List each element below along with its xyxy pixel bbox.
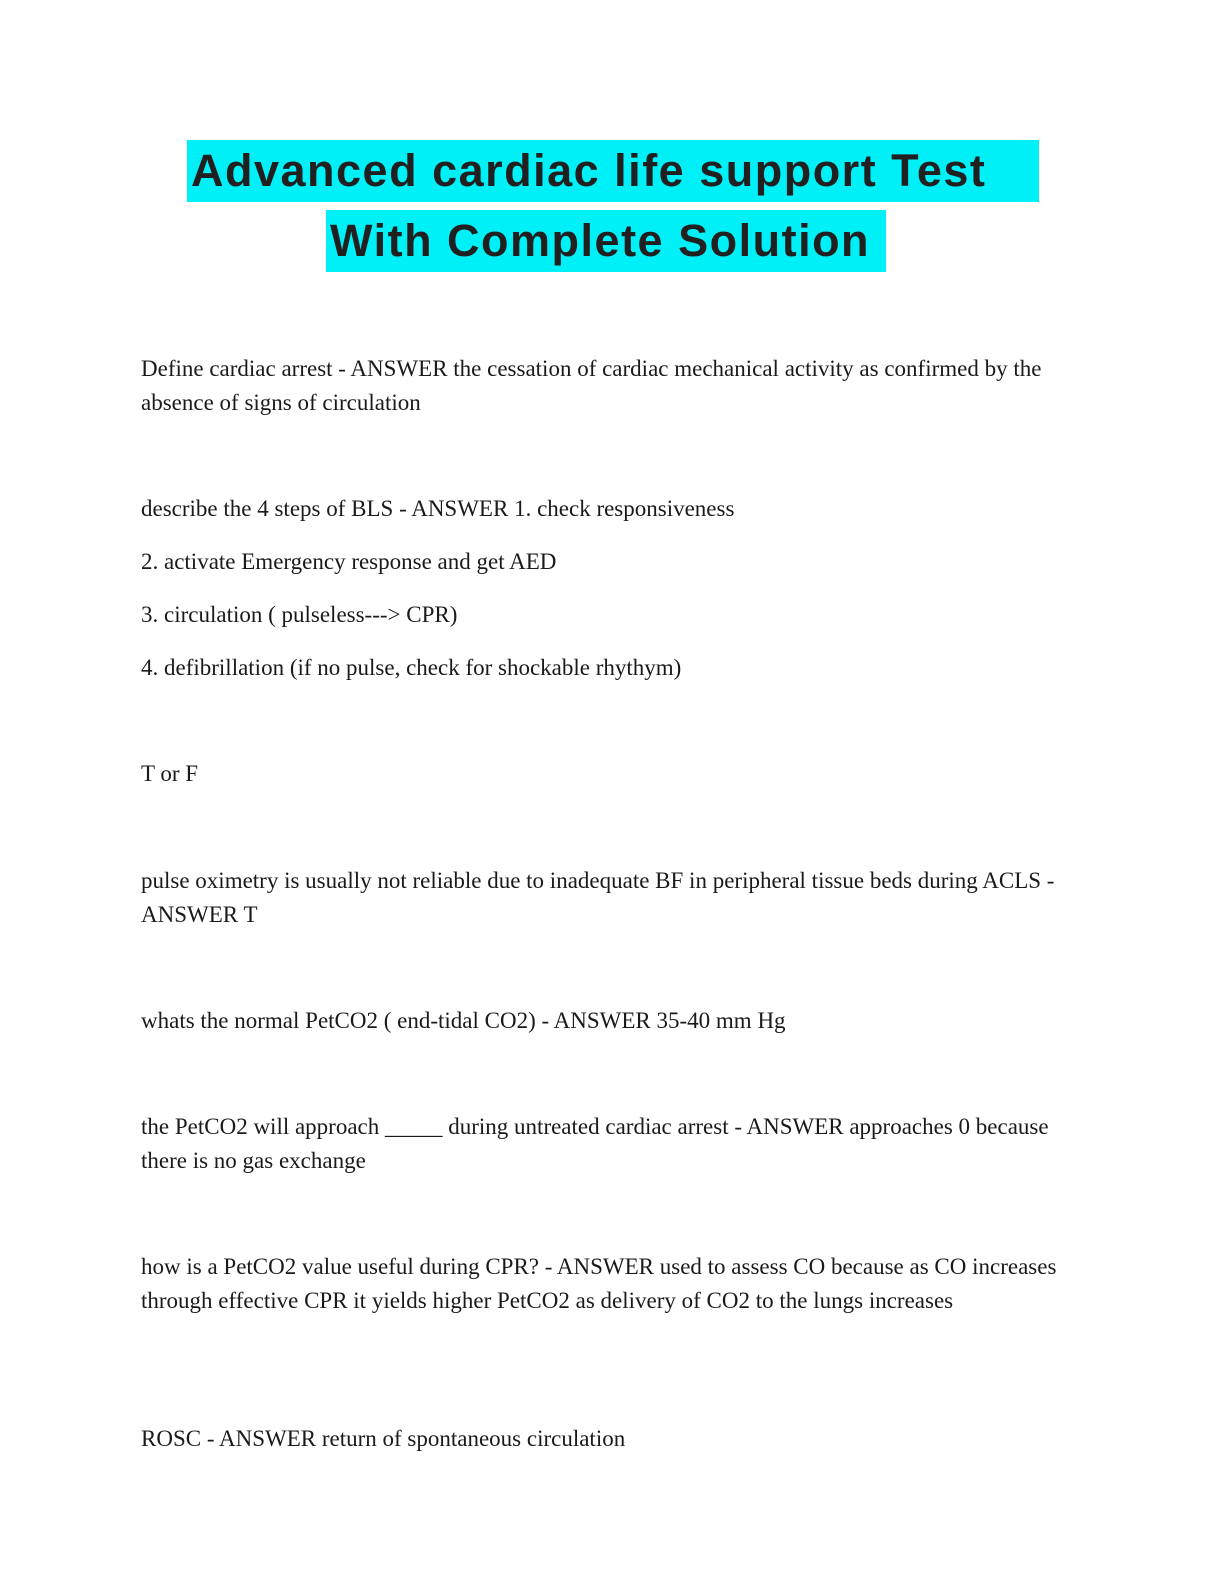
- qa-petco2-cpr: how is a PetCO2 value useful during CPR? - ANSWER used to assess CO because as CO increases through effective CPR it yields higher PetCO2 as delivery of CO2 to the lungs increases: [141, 1254, 1057, 1313]
- bls-step-2: 2. activate Emergency response and get AED: [141, 549, 557, 574]
- qa-rosc: ROSC - ANSWER return of spontaneous circulation: [141, 1426, 626, 1451]
- qa-bls-steps: describe the 4 steps of BLS - ANSWER 1. check responsiveness: [141, 496, 735, 521]
- bls-step-4: 4. defibrillation (if no pulse, check for shockable rhythym): [141, 655, 682, 680]
- true-false-heading: T or F: [141, 761, 199, 786]
- title-line-1: Advanced cardiac life support Test: [187, 140, 1039, 202]
- title-line-2: With Complete Solution: [326, 210, 886, 272]
- qa-pulse-oximetry: pulse oximetry is usually not reliable due to inadequate BF in peripheral tissue beds during ACLS - ANSWER T: [141, 868, 1055, 927]
- bls-step-3: 3. circulation ( pulseless---> CPR): [141, 602, 458, 627]
- qa-petco2-untreated: the PetCO2 will approach _____ during untreated cardiac arrest - ANSWER approaches 0 because there is no gas exchange: [141, 1114, 1049, 1173]
- qa-cardiac-arrest: Define cardiac arrest - ANSWER the cessation of cardiac mechanical activity as confirmed by the absence of signs of circulation: [141, 356, 1042, 415]
- qa-normal-petco2: whats the normal PetCO2 ( end-tidal CO2) - ANSWER 35-40 mm Hg: [141, 1008, 786, 1033]
